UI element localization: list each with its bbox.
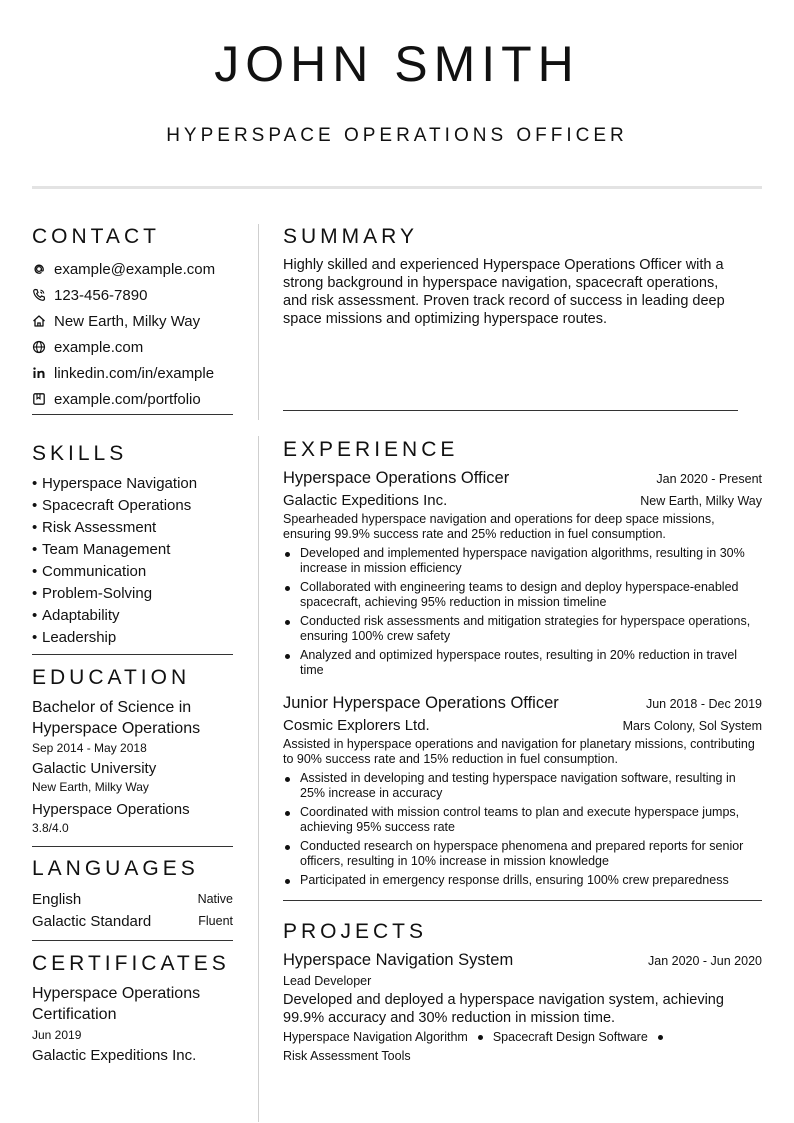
skills-heading: SKILLS	[32, 442, 128, 465]
education-heading: EDUCATION	[32, 666, 191, 689]
portfolio-icon	[32, 392, 46, 406]
job-location: New Earth, Milky Way	[640, 494, 762, 508]
contact-portfolio[interactable]	[32, 386, 233, 412]
education-field: Hyperspace Operations	[32, 801, 190, 818]
summary-divider	[283, 410, 738, 411]
job-bullet: Conducted research on hyperspace phenomena and prepared reports for senior officers, resulting in 10% increase in mission knowledge	[283, 839, 762, 869]
contact-portfolio-text: example.com/portfolio	[54, 390, 201, 408]
job-entry	[283, 694, 762, 888]
job-title: Hyperspace Operations Officer	[283, 469, 510, 487]
job-title: Junior Hyperspace Operations Officer	[283, 694, 559, 712]
languages-divider	[32, 940, 233, 941]
language-row	[32, 888, 233, 910]
skill-item: • Hyperspace Navigation	[32, 475, 198, 492]
skills-section	[32, 441, 233, 655]
contact-website-text: example.com	[54, 338, 144, 356]
education-degree: Bachelor of Science in Hyperspace Operations	[32, 699, 201, 737]
job-dates: Jun 2018 - Dec 2019	[645, 697, 762, 711]
languages-heading: LANGUAGES	[32, 857, 199, 880]
education-gpa: 3.8/4.0	[32, 821, 69, 835]
project-name: Hyperspace Navigation System	[283, 951, 514, 969]
contact-location-text: New Earth, Milky Way	[54, 312, 201, 330]
tag-separator	[658, 1035, 663, 1040]
skill-item: • Communication	[32, 563, 147, 580]
column-divider-bottom	[258, 436, 259, 1122]
job-dates: Jan 2020 - Present	[656, 472, 762, 486]
job-bullet: Coordinated with mission control teams to plan and execute hyperspace jumps, achieving 95% success rate	[283, 805, 762, 835]
candidate-name: JOHN SMITH	[214, 36, 580, 92]
certificates-heading: CERTIFICATES	[32, 952, 230, 975]
contact-section	[32, 224, 233, 415]
job-bullet: Conducted risk assessments and mitigation strategies for hyperspace operations, ensuring 100% crew safety	[283, 614, 762, 644]
tag-separator	[478, 1035, 483, 1040]
contact-phone-text: 123-456-7890	[54, 286, 148, 304]
projects-section	[283, 919, 762, 1066]
summary-section	[283, 224, 762, 328]
project-tag: Hyperspace Navigation Algorithm	[283, 1030, 468, 1044]
project-description: Developed and deployed a hyperspace navigation system, achieving 99.9% accuracy and 30% reduction in mission time.	[283, 992, 724, 1026]
project-tag: Spacecraft Design Software	[492, 1030, 648, 1044]
project-role: Lead Developer	[283, 974, 372, 988]
phone-icon	[32, 288, 46, 302]
job-bullet: Developed and implemented hyperspace navigation algorithms, resulting in 30% increase in mission efficiency	[283, 546, 762, 576]
left-column	[32, 224, 233, 1066]
job-bullet: Analyzed and optimized hyperspace routes, resulting in 20% reduction in travel time	[283, 648, 762, 678]
contact-heading: CONTACT	[32, 225, 160, 248]
job-company: Cosmic Explorers Ltd.	[283, 717, 430, 734]
experience-heading: EXPERIENCE	[283, 438, 459, 461]
job-entry	[283, 469, 762, 678]
contact-phone[interactable]	[32, 282, 233, 308]
certificates-section	[32, 951, 233, 1066]
job-bullets	[283, 771, 762, 888]
job-description: Spearheaded hyperspace navigation and operations for deep space missions, ensuring 99.9% success rate and 25% reduction in fuel consumption.	[283, 512, 715, 541]
language-row	[32, 910, 233, 932]
certificate-issuer: Galactic Expeditions Inc.	[32, 1047, 197, 1064]
skill-item: • Risk Assessment	[32, 519, 157, 536]
contact-divider	[32, 414, 233, 415]
language-level: Fluent	[198, 914, 233, 928]
skill-item: • Problem-Solving	[32, 585, 153, 602]
certificate-date: Jun 2019	[32, 1028, 82, 1042]
skills-divider	[32, 654, 233, 655]
job-description: Assisted in hyperspace operations and navigation for planetary missions, contributing to 90% success rate and 15% reduction in fuel consumption.	[283, 737, 755, 766]
at-sign-icon	[32, 262, 46, 276]
contact-email[interactable]	[32, 256, 233, 282]
linkedin-icon	[32, 366, 46, 380]
language-level: Native	[197, 892, 233, 906]
job-bullets	[283, 546, 762, 678]
project-tag: Risk Assessment Tools	[283, 1049, 411, 1063]
project-dates: Jan 2020 - Jun 2020	[648, 954, 762, 968]
header-divider	[32, 186, 762, 189]
skill-item: • Leadership	[32, 629, 117, 646]
globe-icon	[32, 340, 46, 354]
summary-text: Highly skilled and experienced Hyperspace Operations Officer with a strong background in hyperspace navigation, spacecraft operations, and risk assessment. Proven track record of success in leading deep space missions and optimizing hyperspace routes.	[283, 257, 725, 327]
education-divider	[32, 846, 233, 847]
contact-location	[32, 308, 233, 334]
column-divider-top	[258, 224, 259, 420]
education-school: Galactic University	[32, 760, 157, 777]
language-name: English	[32, 890, 82, 908]
projects-heading: PROJECTS	[283, 920, 428, 943]
job-location: Mars Colony, Sol System	[622, 719, 762, 733]
job-company: Galactic Expeditions Inc.	[283, 492, 448, 509]
contact-linkedin[interactable]	[32, 360, 233, 386]
job-bullet: Assisted in developing and testing hyperspace navigation software, resulting in 25% increase in accuracy	[283, 771, 762, 801]
project-tags	[283, 1028, 762, 1066]
contact-website[interactable]	[32, 334, 233, 360]
experience-section	[283, 437, 762, 901]
contact-email-text: example@example.com	[54, 260, 216, 278]
education-location: New Earth, Milky Way	[32, 780, 149, 794]
education-section	[32, 665, 233, 847]
summary-heading: SUMMARY	[283, 225, 418, 248]
experience-divider	[283, 900, 762, 901]
skill-item: • Team Management	[32, 541, 171, 558]
candidate-title: HYPERSPACE OPERATIONS OFFICER	[166, 125, 628, 146]
education-dates: Sep 2014 - May 2018	[32, 741, 147, 755]
job-bullet: Collaborated with engineering teams to design and deploy hyperspace-enabled spacecraft, achieving 95% reduction in mission timeline	[283, 580, 762, 610]
skill-item: • Spacecraft Operations	[32, 497, 192, 514]
certificate-name: Hyperspace Operations Certification	[32, 985, 201, 1023]
language-name: Galactic Standard	[32, 912, 152, 930]
skill-item: • Adaptability	[32, 607, 120, 624]
home-icon	[32, 314, 46, 328]
job-bullet: Participated in emergency response drills, ensuring 100% crew preparedness	[283, 873, 762, 888]
languages-section	[32, 856, 233, 941]
contact-linkedin-text: linkedin.com/in/example	[54, 364, 215, 382]
